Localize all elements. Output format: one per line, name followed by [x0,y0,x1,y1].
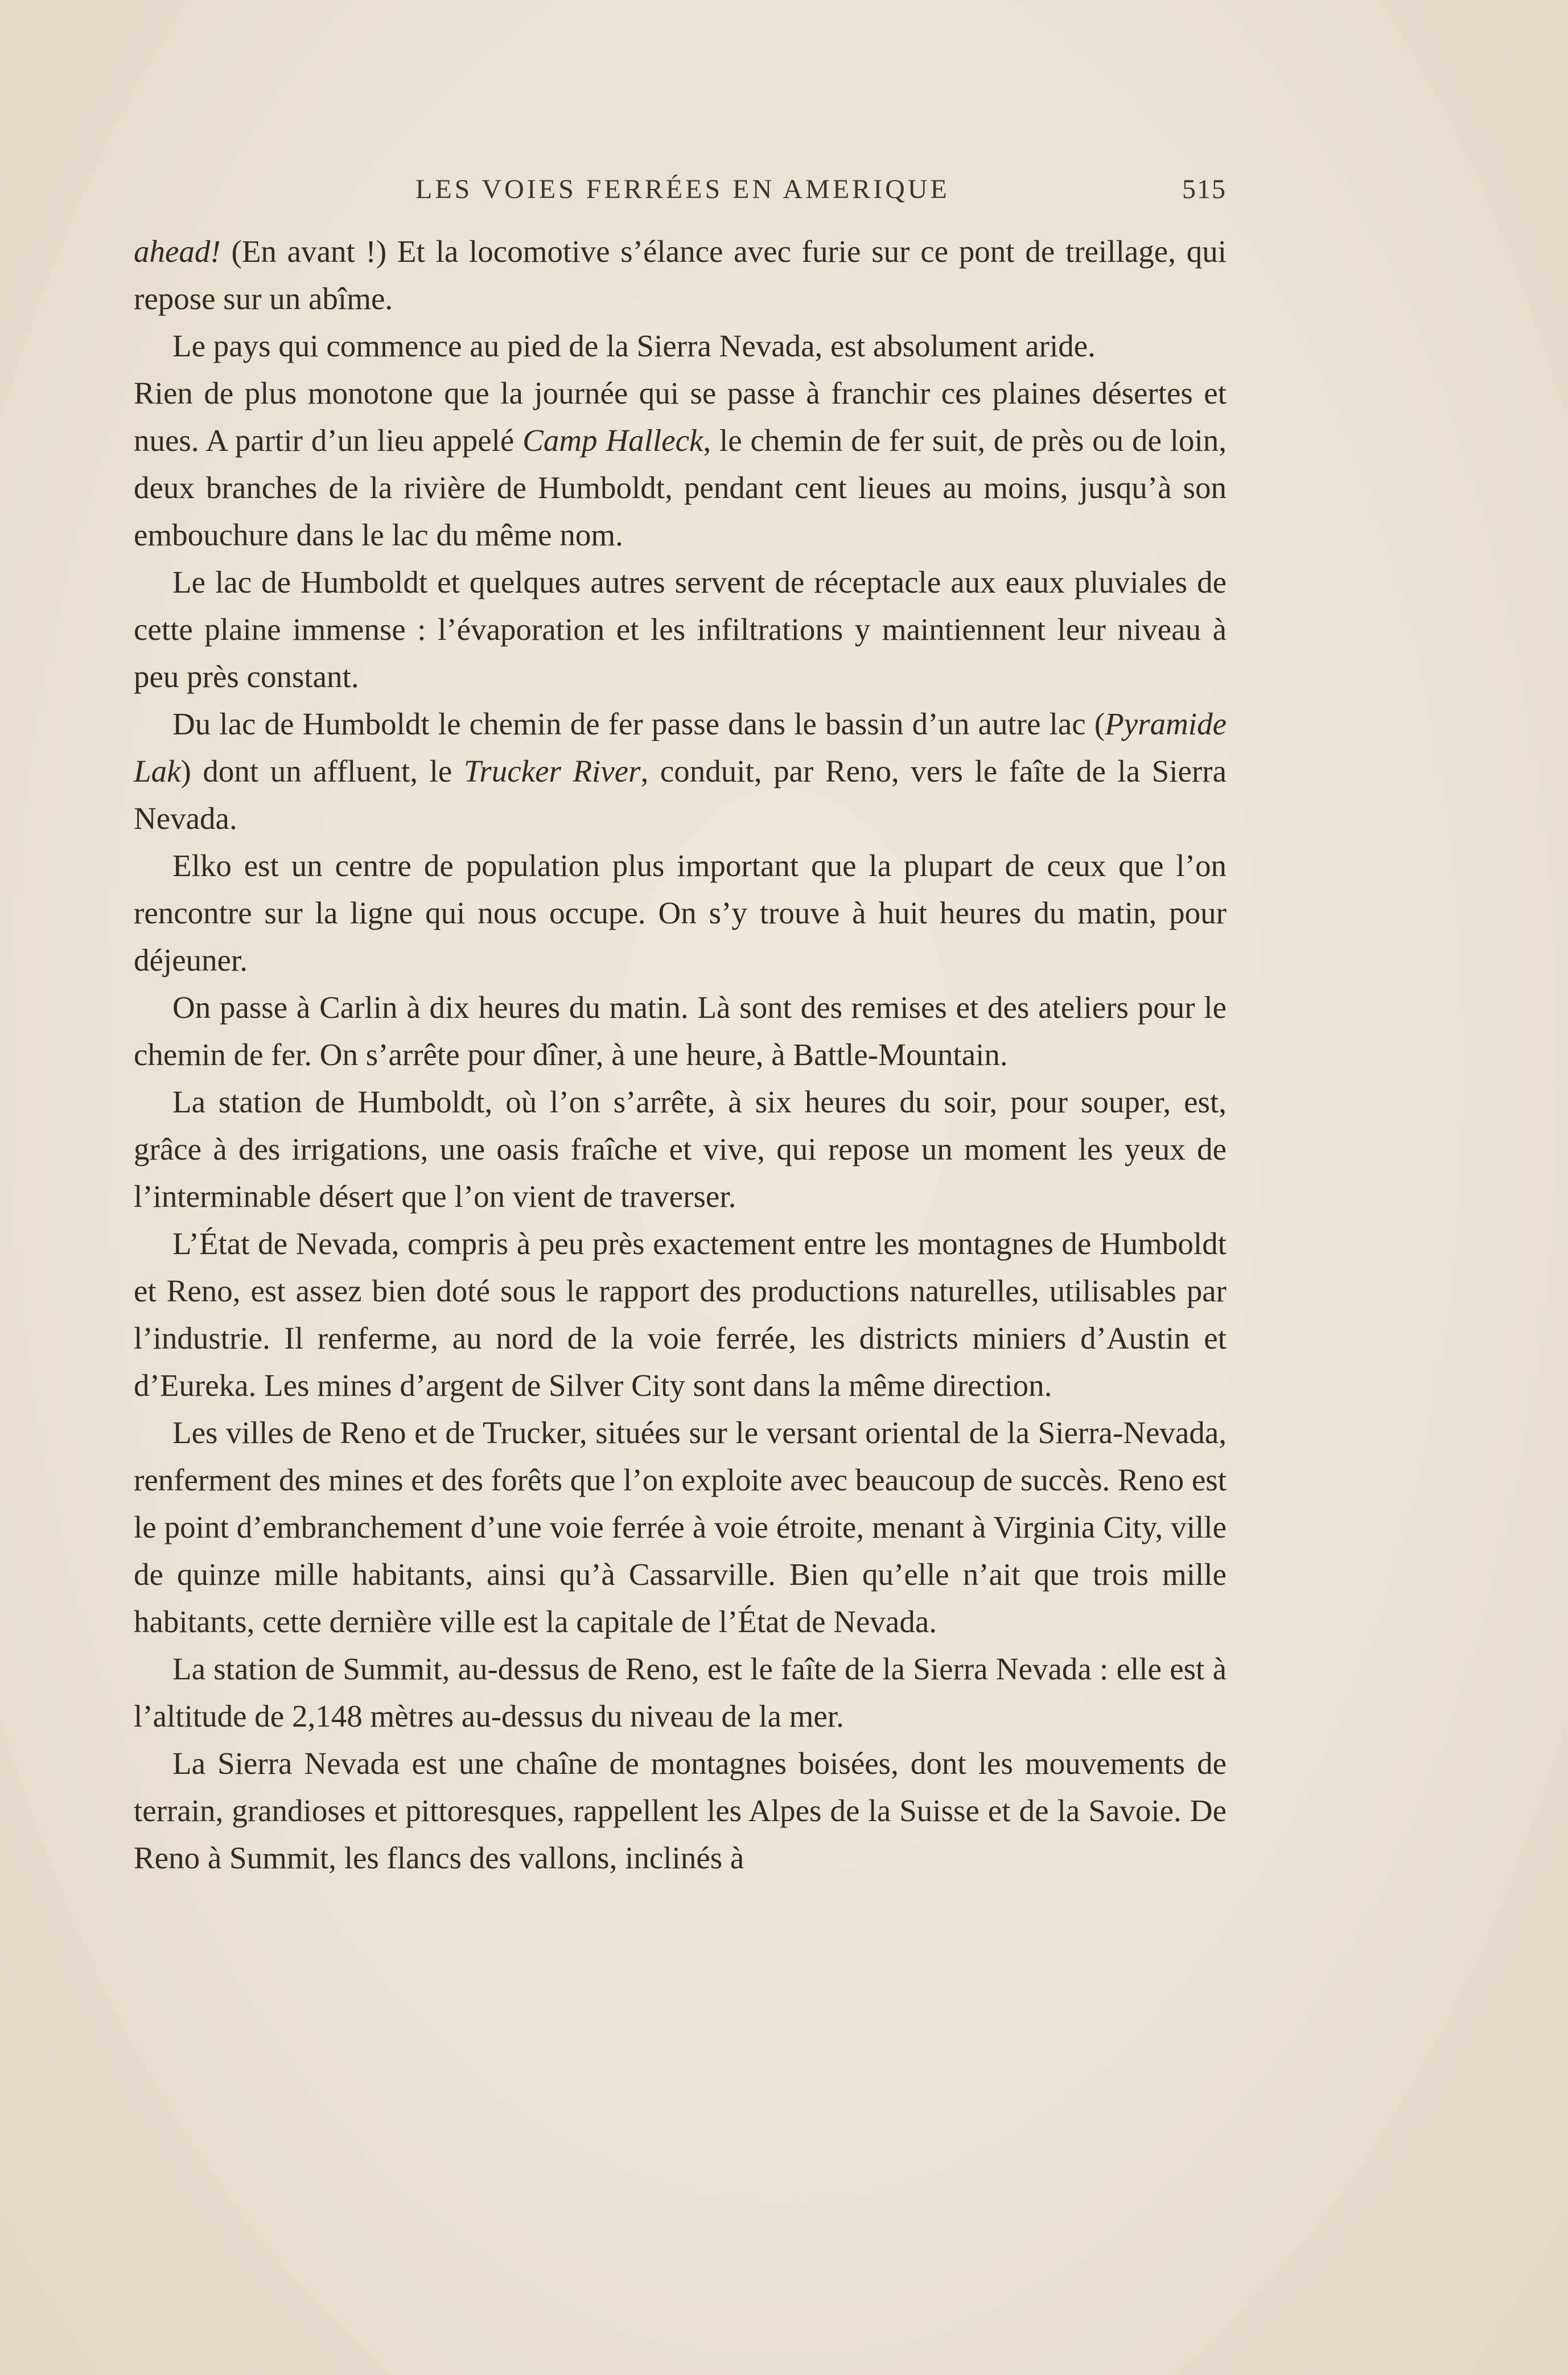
paragraph [134,369,1227,558]
page-header [134,174,1227,208]
paragraph: Le pays qui commence au pied de la Sierra Nevada, est absolument aride. [172,328,1096,363]
italic-term: ahead! [134,234,221,269]
paragraph: Le lac de Humboldt et quelques autres servent de réceptacle aux eaux pluviales de cette plaine immense : l’évaporation et les infiltrations y maintiennent leur niveau à peu près constant. [134,565,1227,694]
italic-term: Pyramide Lak [134,706,1227,788]
running-title: LES VOIES FERRÉES EN AMERIQUE [415,174,950,204]
text-run: (En avant !) Et la locomotive s’élance avec furie sur ce pont de treillage, qui repose sur un abîme. [134,234,1227,316]
text-run: , le chemin de fer suit, de près ou de loin, deux branches de la rivière de Humboldt, pendant cent lieues au moins, jusqu’à son embouchure dans le lac du même nom. [134,423,1227,552]
paragraph: Elko est un centre de population plus important que la plupart de ceux que l’on rencontre sur la ligne qui nous occupe. On s’y trouve à huit heures du matin, pour déjeuner. [134,848,1227,977]
paragraph [134,700,1227,842]
paragraph: La station de Humboldt, où l’on s’arrête, à six heures du soir, pour souper, est, grâce à des irrigations, une oasis fraîche et vive, qui repose un moment les yeux de l’interminable désert que l’on vient de traverser. [134,1084,1227,1214]
italic-term: Camp Halleck [522,423,703,458]
body-text [134,228,1227,1881]
paragraph: La Sierra Nevada est une chaîne de montagnes boisées, dont les mouvements de terrain, grandioses et pittoresques, rappellent les Alpes de la Suisse et de la Savoie. De Reno à Summit, les flancs des vallons, inclinés à [134,1746,1227,1875]
paragraph: On passe à Carlin à dix heures du matin. Là sont des remises et des ateliers pour le chemin de fer. On s’arrête pour dîner, à une heure, à Battle-Mountain. [134,990,1227,1072]
paragraph: Les villes de Reno et de Trucker, situées sur le versant oriental de la Sierra-Nevada, renferment des mines et des forêts que l’on exploite avec beaucoup de succès. Reno est le point d’embranchement d’une voie ferrée à voie étroite, menant à Virginia City, ville de quinze mille habitants, ainsi qu’à Cassarville. Bien qu’elle n’ait que trois mille habitants, cette dernière ville est la capitale de l’État de Nevada. [134,1415,1227,1639]
page-number: 515 [1182,174,1227,204]
italic-term: Trucker River [463,754,641,788]
paragraph: La station de Summit, au-dessus de Reno, est le faîte de la Sierra Nevada : elle est à l’altitude de 2,148 mètres au-dessus du niveau de la mer. [134,1651,1227,1733]
text-run: Rien de plus monotone que la journée qui se passe à franchir ces plaines désertes et nues. A partir d’un lieu appelé [134,376,1227,458]
text-run: Du lac de Humboldt le chemin de fer passe dans le bassin d’un autre lac ( [172,706,1105,741]
text-run: ) dont un affluent, le [180,754,464,788]
paragraph: L’État de Nevada, compris à peu près exactement entre les montagnes de Humboldt et Reno, est assez bien doté sous le rapport des productions naturelles, utilisables par l’industrie. Il renferme, au nord de la voie ferrée, les districts miniers d’Austin et d’Eureka. Les mines d’argent de Silver City sont dans la même direction. [134,1226,1227,1403]
text-run: , conduit, par Reno, vers le faîte de la Sierra Nevada. [134,754,1227,836]
paragraph [134,228,1227,322]
